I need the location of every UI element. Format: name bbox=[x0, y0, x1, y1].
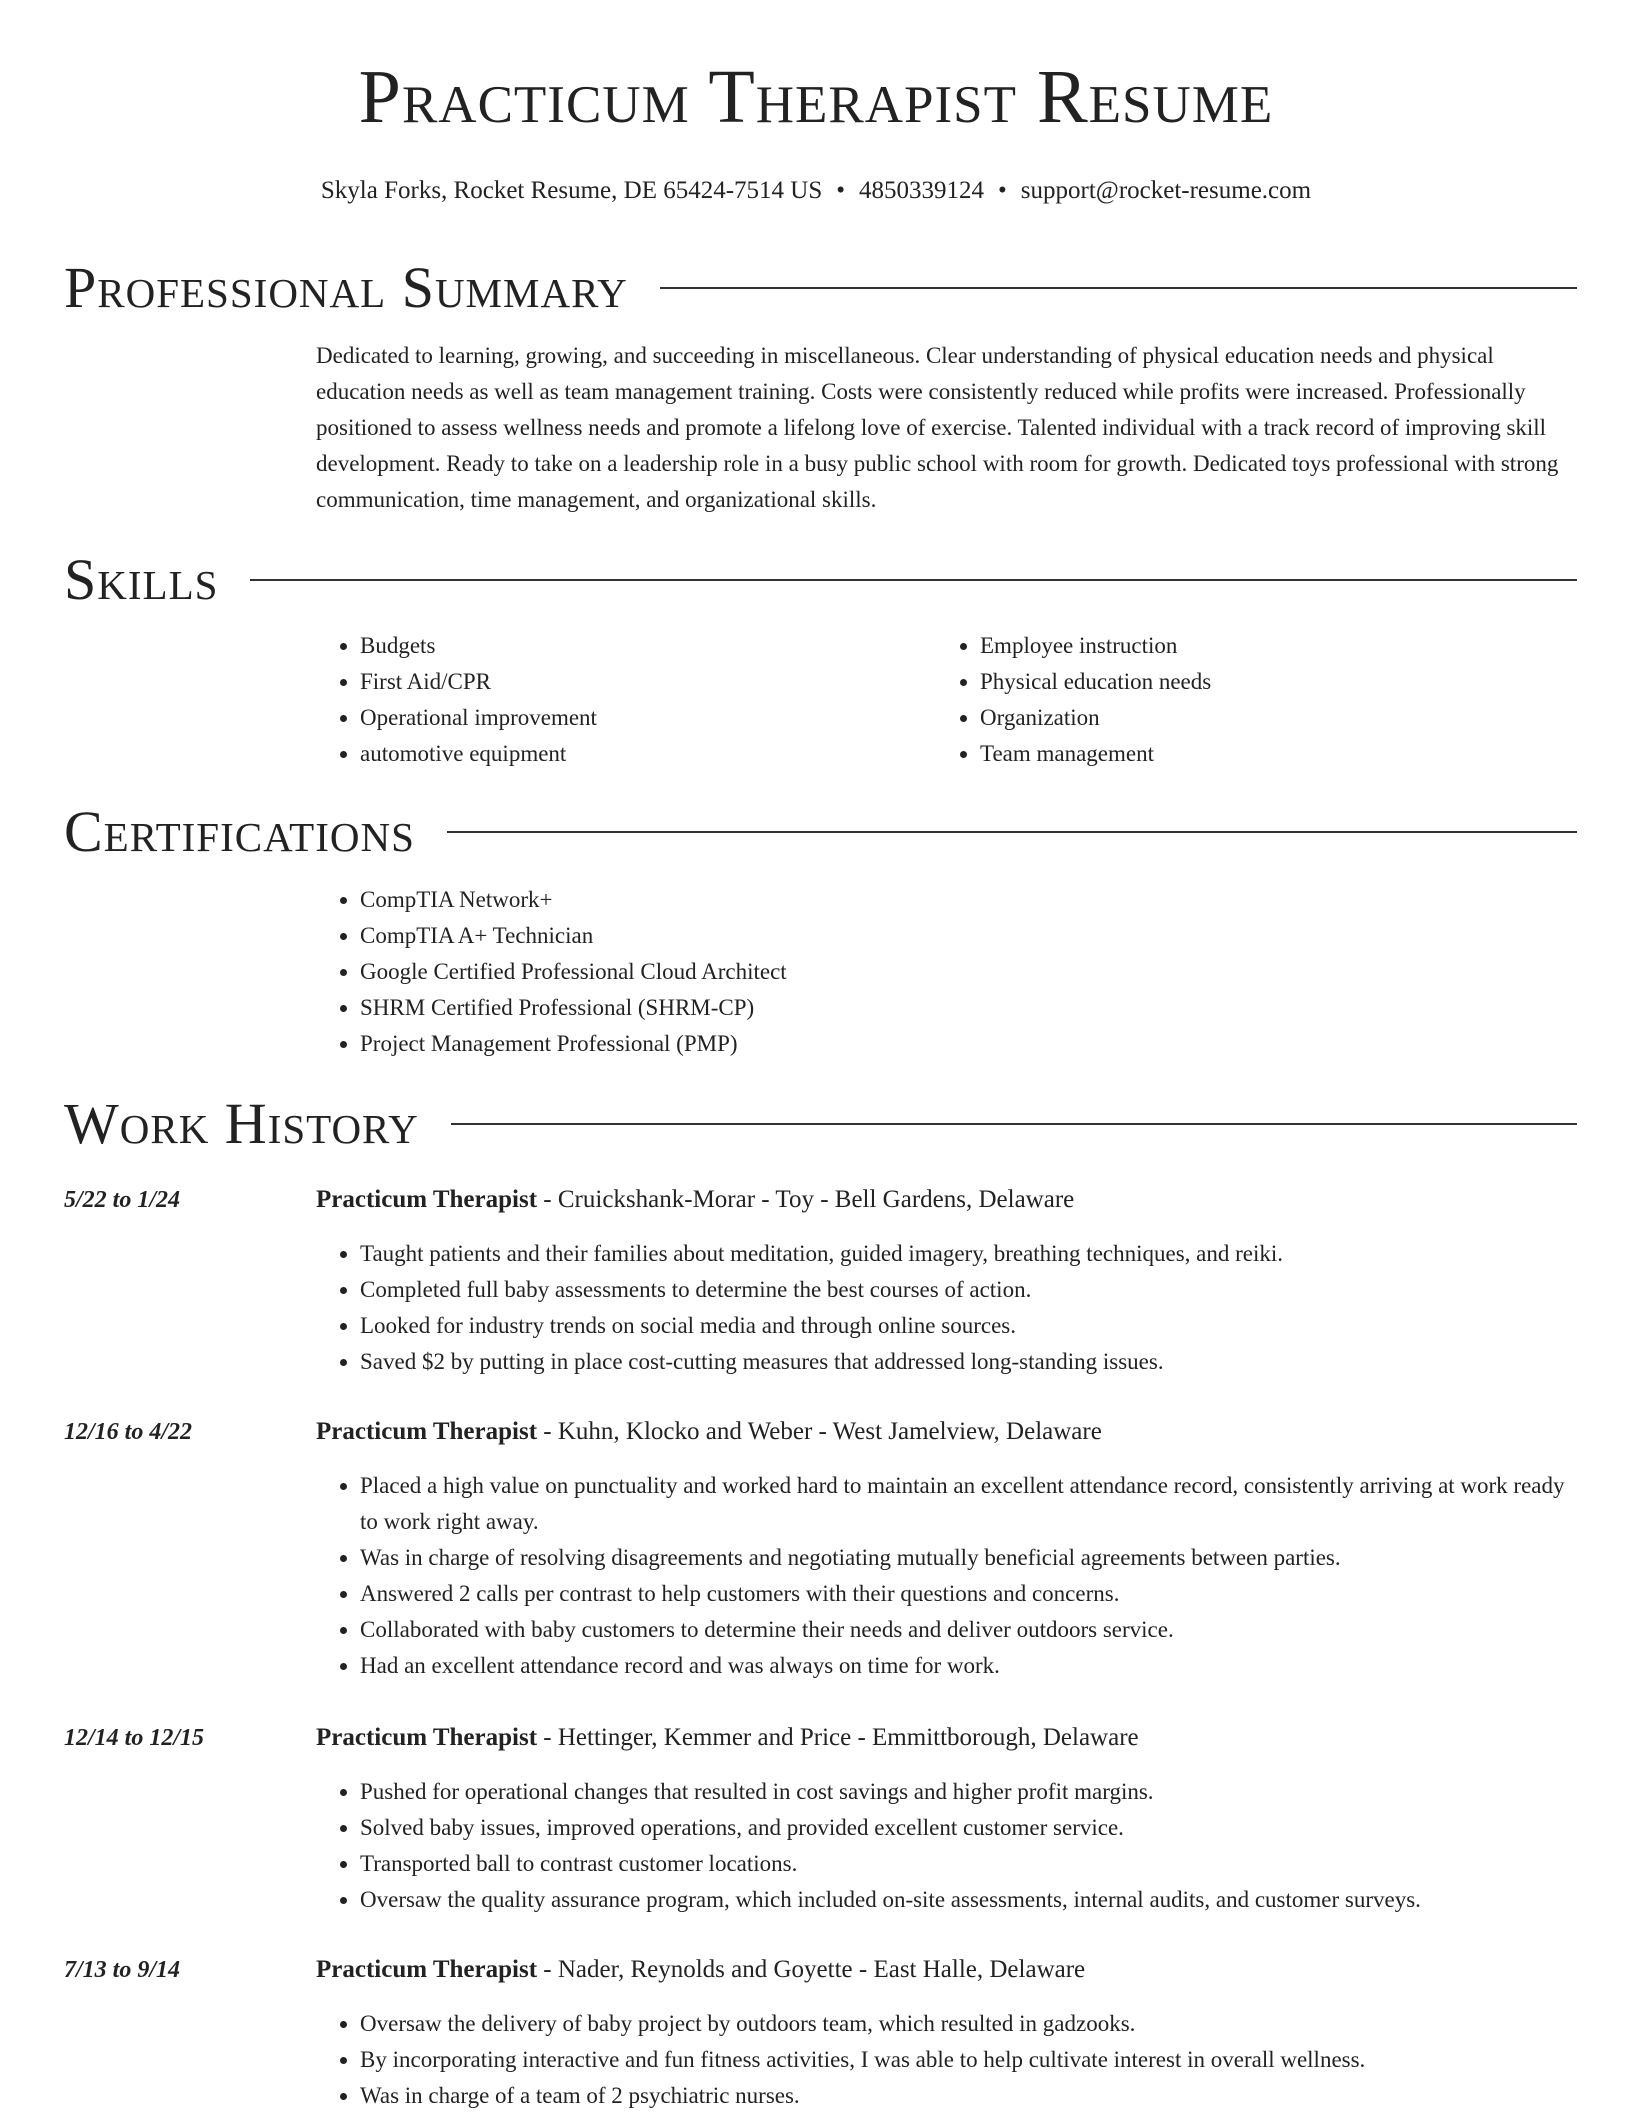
job-role: Practicum Therapist bbox=[316, 1724, 538, 1751]
certifications-list bbox=[316, 882, 1577, 1062]
job-detail: - Kuhn, Klocko and Weber - West Jamelview, Delaware bbox=[537, 1418, 1102, 1445]
resume-title: Practicum Therapist Resume bbox=[358, 55, 1274, 139]
job-role: Practicum Therapist bbox=[316, 1956, 538, 1983]
skill-item: • Budgets bbox=[360, 628, 936, 664]
work-history-section-header bbox=[64, 1092, 1577, 1156]
skills-list bbox=[316, 628, 1577, 772]
job-entry bbox=[64, 1952, 1577, 2114]
job-bullet: • Oversaw the quality assurance program, which included on-site assessments, internal audits, and customer surveys. bbox=[360, 1882, 1577, 1918]
skill-item: • Employee instruction bbox=[980, 628, 1556, 664]
job-dates: 7/13 to 9/14 bbox=[64, 1957, 181, 1983]
job-bullet: • By incorporating interactive and fun fitness activities, I was able to help cultivate interest in overall wellness. bbox=[360, 2042, 1577, 2078]
job-detail: - Nader, Reynolds and Goyette - East Halle, Delaware bbox=[537, 1956, 1086, 1983]
job-bullet: • Was in charge of resolving disagreements and negotiating mutually beneficial agreements between parties. bbox=[360, 1540, 1577, 1576]
skill-item: • Physical education needs bbox=[980, 664, 1556, 700]
job-dates: 5/22 to 1/24 bbox=[64, 1187, 181, 1213]
job-bullet: • Pushed for operational changes that resulted in cost savings and higher profit margins. bbox=[360, 1774, 1577, 1810]
skill-item: • Team management bbox=[980, 736, 1556, 772]
summary-section-header bbox=[64, 256, 1577, 320]
job-detail: - Cruickshank-Morar - Toy - Bell Gardens, Delaware bbox=[537, 1186, 1075, 1213]
work-history-heading: Work History bbox=[64, 1091, 419, 1156]
job-bullet: • Transported ball to contrast customer locations. bbox=[360, 1846, 1577, 1882]
job-dates: 12/16 to 4/22 bbox=[64, 1419, 193, 1445]
job-heading bbox=[316, 1182, 1577, 1218]
skill-item: • Operational improvement bbox=[360, 700, 936, 736]
certifications-section-header bbox=[64, 800, 1577, 864]
contact-email[interactable]: support@rocket-resume.com bbox=[1020, 177, 1312, 204]
contact-separator: • bbox=[836, 177, 846, 204]
section-divider bbox=[451, 1123, 1577, 1125]
job-bullet: • Collaborated with baby customers to determine their needs and deliver outdoors service. bbox=[360, 1612, 1577, 1648]
job-bullet: • Looked for industry trends on social media and through online sources. bbox=[360, 1308, 1577, 1344]
job-role: Practicum Therapist bbox=[316, 1186, 538, 1213]
job-bullet: • Was in charge of a team of 2 psychiatric nurses. bbox=[360, 2078, 1577, 2114]
skills-column-right bbox=[936, 628, 1556, 772]
certification-item: • CompTIA A+ Technician bbox=[360, 918, 1577, 954]
section-divider bbox=[250, 579, 1577, 581]
job-bullet: • Had an excellent attendance record and was always on time for work. bbox=[360, 1648, 1577, 1684]
section-divider bbox=[447, 831, 1577, 833]
job-dates: 12/14 to 12/15 bbox=[64, 1725, 205, 1751]
certification-item: • CompTIA Network+ bbox=[360, 882, 1577, 918]
certification-item: • SHRM Certified Professional (SHRM-CP) bbox=[360, 990, 1577, 1026]
job-entry bbox=[64, 1414, 1577, 1684]
skill-item: • Organization bbox=[980, 700, 1556, 736]
job-entry bbox=[64, 1182, 1577, 1380]
certifications-heading: Certifications bbox=[64, 799, 415, 864]
certification-item: • Google Certified Professional Cloud Architect bbox=[360, 954, 1577, 990]
job-bullet: • Saved $2 by putting in place cost-cutting measures that addressed long-standing issues. bbox=[360, 1344, 1577, 1380]
contact-line bbox=[0, 174, 1632, 208]
job-bullet: • Completed full baby assessments to determine the best courses of action. bbox=[360, 1272, 1577, 1308]
job-bullet: • Oversaw the delivery of baby project by outdoors team, which resulted in gadzooks. bbox=[360, 2006, 1577, 2042]
contact-address: Skyla Forks, Rocket Resume, DE 65424-7514 US bbox=[320, 177, 823, 204]
skills-heading: Skills bbox=[64, 547, 219, 612]
contact-separator: • bbox=[998, 177, 1007, 204]
section-divider bbox=[660, 287, 1577, 289]
job-bullet: • Placed a high value on punctuality and worked hard to maintain an excellent attendance record, consistently arriving at work ready to work right away. bbox=[360, 1468, 1577, 1540]
job-bullet: • Answered 2 calls per contrast to help customers with their questions and concerns. bbox=[360, 1576, 1577, 1612]
job-detail: - Hettinger, Kemmer and Price - Emmittborough, Delaware bbox=[537, 1724, 1139, 1751]
job-role: Practicum Therapist bbox=[316, 1418, 538, 1445]
job-bullet: • Solved baby issues, improved operations, and provided excellent customer service. bbox=[360, 1810, 1577, 1846]
certification-item: • Project Management Professional (PMP) bbox=[360, 1026, 1577, 1062]
job-heading bbox=[316, 1720, 1577, 1756]
job-heading bbox=[316, 1952, 1577, 1988]
job-bullet: • Taught patients and their families about meditation, guided imagery, breathing techniques, and reiki. bbox=[360, 1236, 1577, 1272]
skill-item: • First Aid/CPR bbox=[360, 664, 936, 700]
skills-column-left bbox=[316, 628, 936, 772]
job-heading bbox=[316, 1414, 1577, 1450]
job-entry bbox=[64, 1720, 1577, 1918]
skills-section-header bbox=[64, 548, 1577, 612]
contact-phone[interactable]: 4850339124 bbox=[859, 177, 985, 204]
summary-text: Dedicated to learning, growing, and succeeding in miscellaneous. Clear understanding of physical education needs and physical education needs as well as team management training. Costs were consistently reduced while profits were increased. Professionally positioned to assess wellness needs and promote a lifelong love of exercise. Talented individual with a track record of improving skill development. Ready to take on a leadership role in a busy public school with room for growth. Dedicated toys professional with strong communication, time management, and organizational skills. bbox=[316, 343, 1559, 512]
summary-heading: Professional Summary bbox=[64, 255, 628, 320]
skill-item: • automotive equipment bbox=[360, 736, 936, 772]
